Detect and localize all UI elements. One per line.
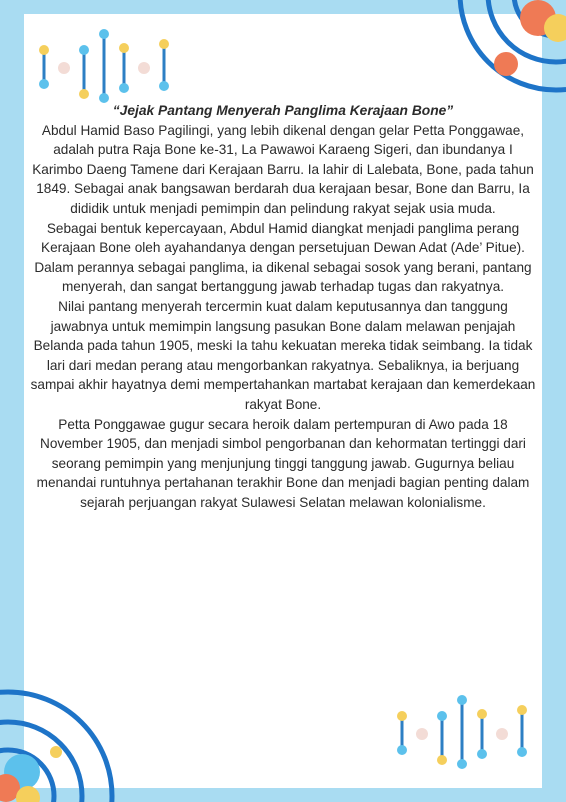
paragraph-3: Nilai pantang menyerah tercermin kuat dalam keputusannya dan tanggung jawabnya untuk memimpin langsung pasukan Bone dalam melawan penjajah Belanda pada tahun 1905, meski Ia tahu kekuatan mereka tidak seimbang. Ia tidak lari dari medan perang atau mengorbankan rakyatnya. Sebaliknya, ia berjuang sampai akhir hayatnya demi mempertahankan martabat kerajaan dan kemerdekaan rakyat Bone. (30, 298, 536, 412)
document-body (30, 101, 536, 512)
paragraph-1: Abdul Hamid Baso Pagilingi, yang lebih dikenal dengan gelar Petta Ponggawae, adalah putra Raja Bone ke-31, La Pawawoi Karaeng Sigeri, dan ibundanya I Karimbo Daeng Tamene dari Kerajaan Barru. Ia lahir di Lalebata, Bone, pada tahun 1849. Sebagai anak bangsawan berdarah dua kerajaan besar, Bone dan Barru, Ia dididik untuk menjadi pemimpin dan pelindung rakyat sejak usia muda. (32, 122, 534, 216)
document-title: “Jejak Pantang Menyerah Panglima Kerajaan Bone” (112, 103, 454, 118)
top-left-dot-pattern-icon (32, 24, 182, 110)
paragraph-2: Sebagai bentuk kepercayaan, Abdul Hamid diangkat menjadi panglima perang Kerajaan Bone oleh ayahandanya dengan persetujuan Dewan Adat (Ade’ Pitue). Dalam perannya sebagai panglima, ia dikenal sebagai sosok yang berani, pantang menyerah, dan sangat bertanggung jawab terhadap tugas dan rakyatnya. (34, 220, 532, 295)
bottom-left-rings-icon (0, 676, 120, 802)
bottom-right-dot-pattern-icon (390, 690, 540, 776)
paragraph-4: Petta Ponggawae gugur secara heroik dalam pertempuran di Awo pada 18 November 1905, dan menjadi simbol pengorbanan dan kehormatan tertinggi dari seorang pemimpin yang menjunjung tinggi tanggung jawab. Gugurnya beliau menandai runtuhnya pertahanan terakhir Bone dan menjadi bagian penting dalam sejarah perjuangan rakyat Sulawesi Selatan melawan kolonialisme. (36, 416, 530, 510)
